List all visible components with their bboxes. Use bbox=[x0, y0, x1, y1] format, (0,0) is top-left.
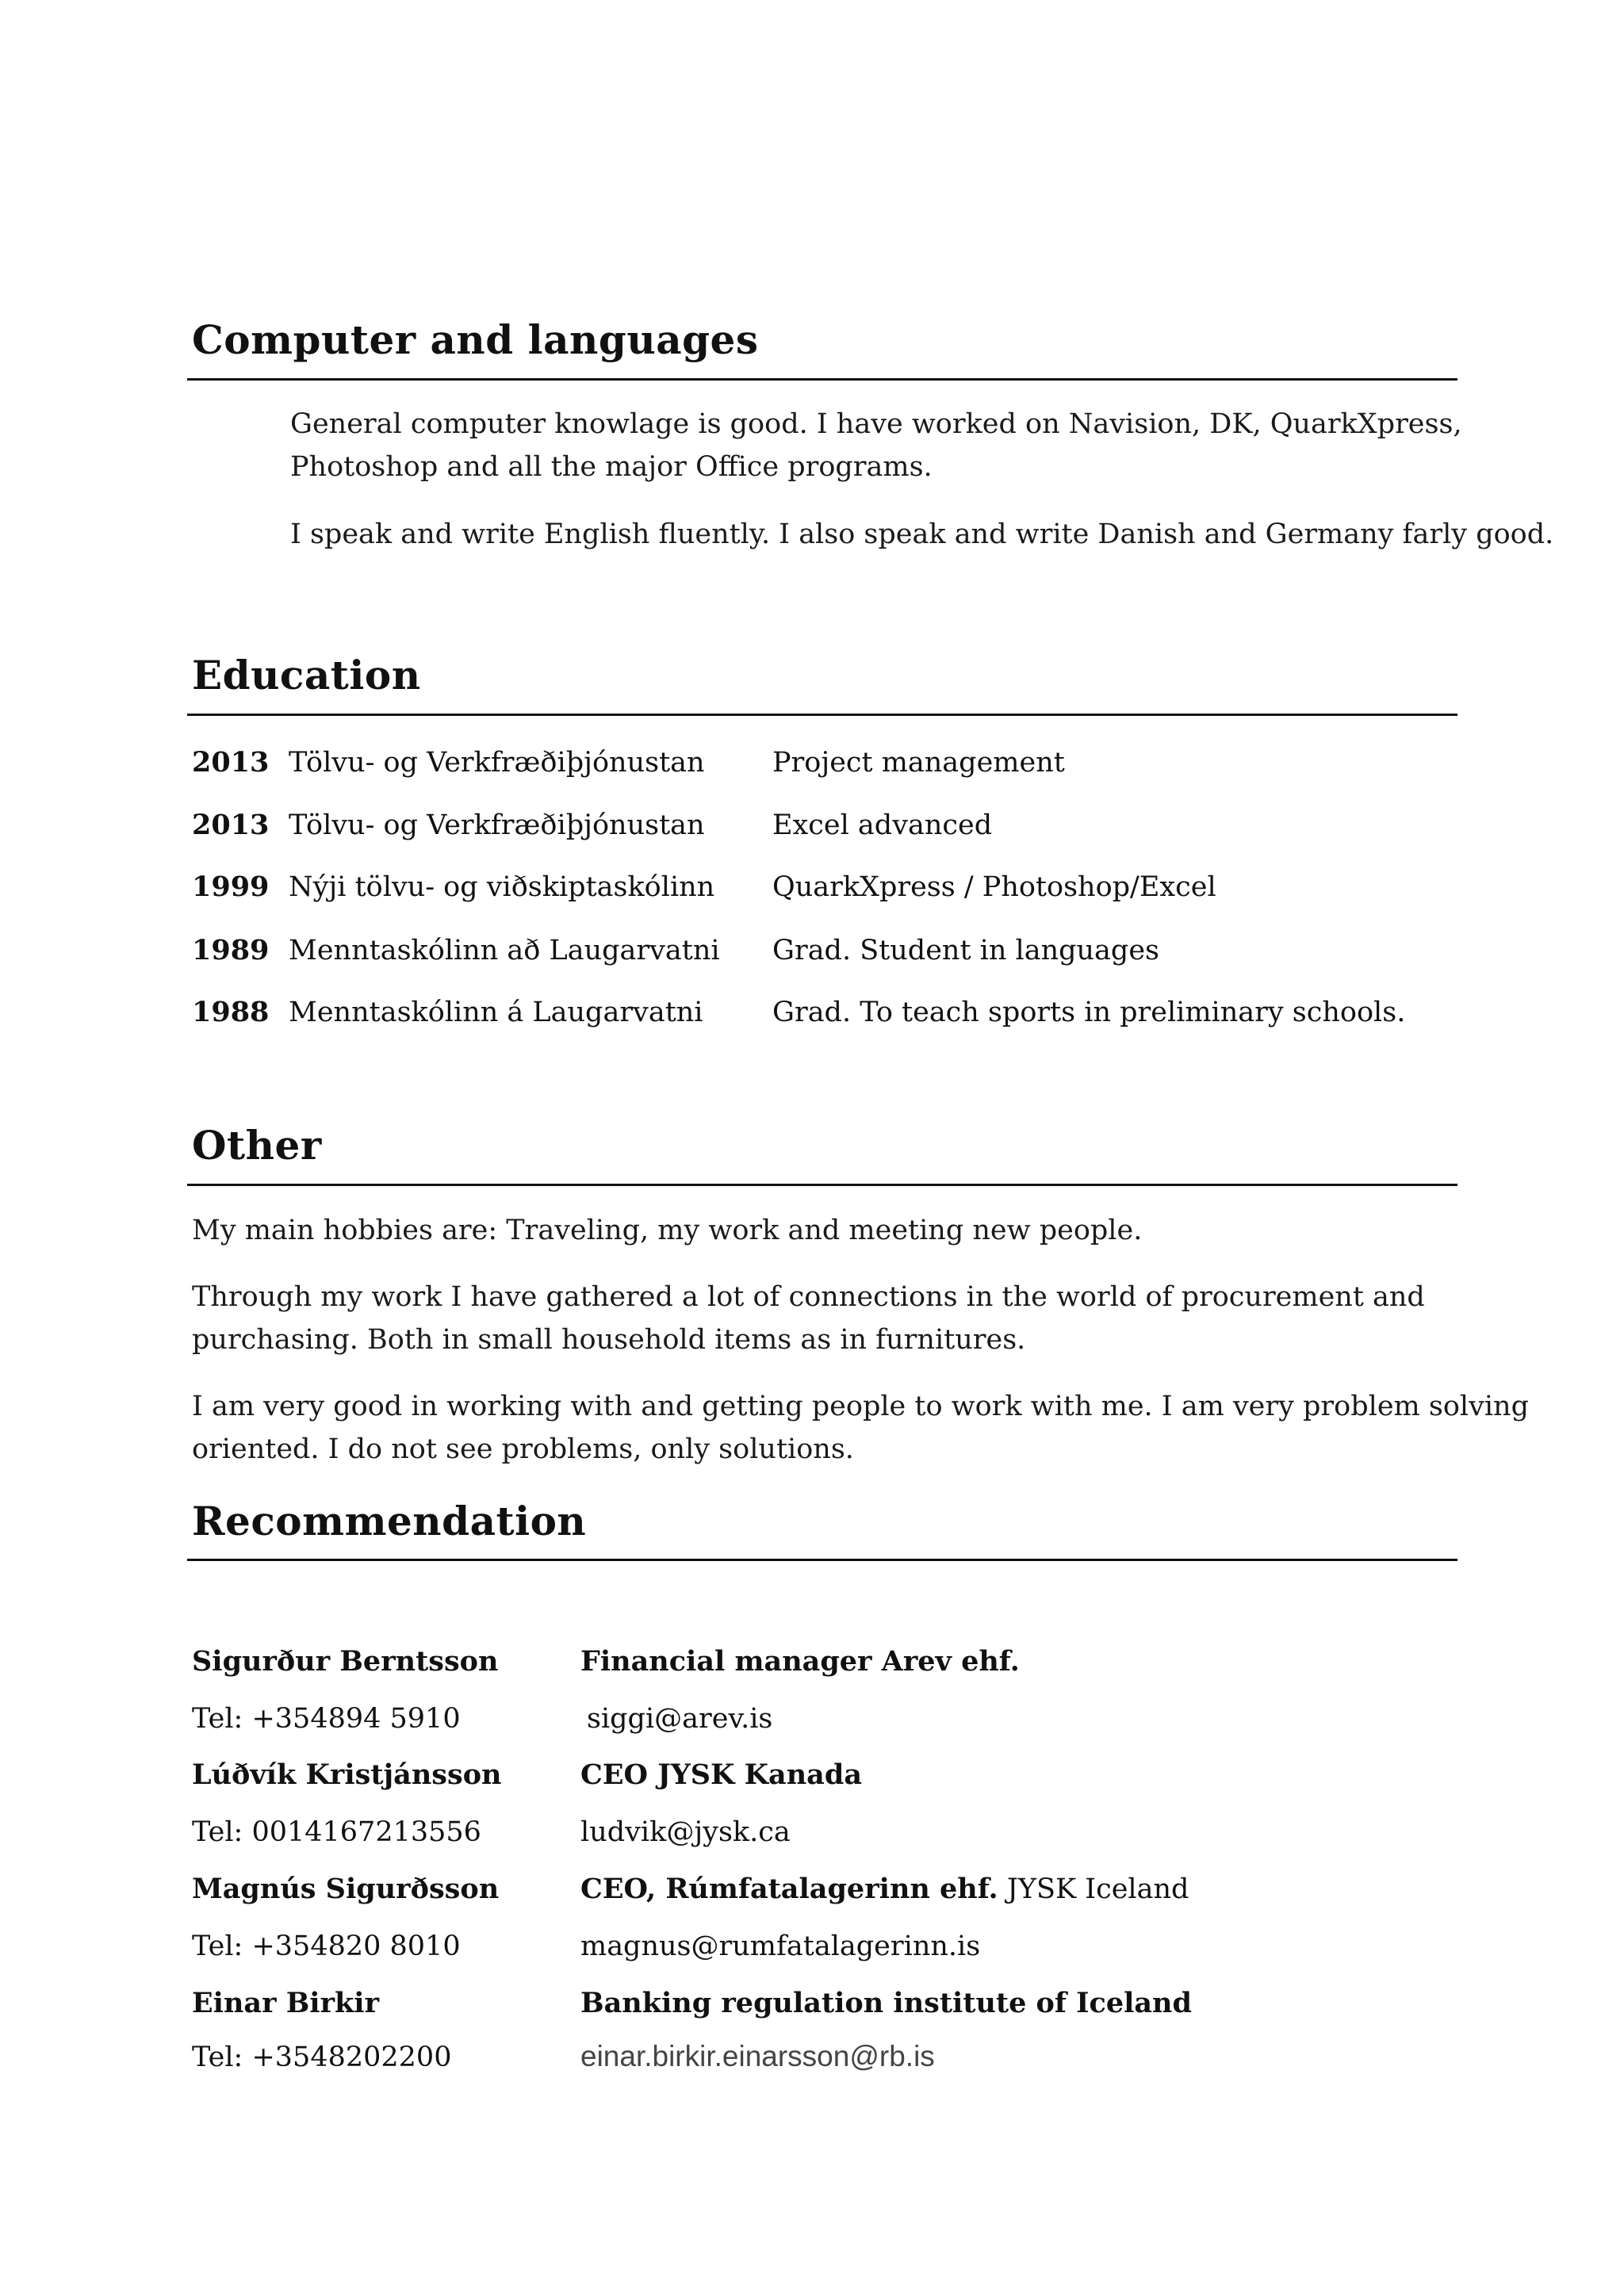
reference-email: einar.birkir.einarsson@rb.is bbox=[580, 2040, 935, 2072]
education-heading: Education bbox=[192, 652, 421, 698]
education-row bbox=[192, 991, 1453, 1034]
education-row bbox=[192, 929, 1453, 972]
education-subject: QuarkXpress / Photoshop/Excel bbox=[772, 871, 1216, 903]
reference-position: CEO JYSK Kanada bbox=[580, 1758, 863, 1791]
section-divider bbox=[187, 378, 1457, 381]
education-year: 2013 bbox=[192, 746, 270, 779]
reference-position: Banking regulation institute of Iceland bbox=[580, 1987, 1192, 2019]
languages-paragraph: I speak and write English fluently. I also speak and write Danish and Germany farly good. bbox=[290, 519, 1554, 550]
reference-position-line bbox=[580, 1868, 1189, 1911]
reference-position: Financial manager Arev ehf. bbox=[580, 1645, 1020, 1678]
education-row bbox=[192, 866, 1453, 909]
education-school: Tölvu- og Verkfræðiþjónustan bbox=[289, 809, 705, 841]
recommendation-heading: Recommendation bbox=[192, 1498, 587, 1544]
reference-email: ludvik@jysk.ca bbox=[580, 1816, 791, 1848]
other-heading: Other bbox=[192, 1122, 322, 1169]
computer-knowledge-line-2: Photoshop and all the major Office programs. bbox=[290, 451, 933, 483]
section-divider bbox=[187, 1559, 1457, 1561]
reference-name: Magnús Sigurðsson bbox=[192, 1873, 500, 1905]
education-year: 1989 bbox=[192, 934, 270, 966]
reference-position: CEO, Rúmfatalagerinn ehf. bbox=[580, 1873, 998, 1905]
education-subject: Project management bbox=[772, 747, 1065, 779]
education-subject: Grad. To teach sports in preliminary schools. bbox=[772, 997, 1406, 1028]
section-divider bbox=[187, 714, 1457, 716]
hobbies-paragraph: My main hobbies are: Traveling, my work and meeting new people. bbox=[192, 1215, 1143, 1246]
connections-line-2: purchasing. Both in small household items as in furnitures. bbox=[192, 1324, 1026, 1356]
education-subject: Grad. Student in languages bbox=[772, 935, 1160, 966]
education-school: Menntaskólinn að Laugarvatni bbox=[289, 935, 720, 966]
education-row bbox=[192, 804, 1453, 847]
reference-phone: Tel: +354894 5910 bbox=[192, 1703, 461, 1735]
reference-position-extra: JYSK Iceland bbox=[1006, 1873, 1189, 1905]
education-school: Nýji tölvu- og viðskiptaskólinn bbox=[289, 871, 715, 903]
reference-phone: Tel: +354820 8010 bbox=[192, 1931, 461, 1962]
reference-phone: Tel: 0014167213556 bbox=[192, 1816, 481, 1848]
education-year: 1988 bbox=[192, 996, 270, 1028]
education-school: Tölvu- og Verkfræðiþjónustan bbox=[289, 747, 705, 779]
computer-languages-heading: Computer and languages bbox=[192, 316, 759, 363]
reference-name: Sigurður Berntsson bbox=[192, 1645, 499, 1678]
reference-email: magnus@rumfatalagerinn.is bbox=[580, 1931, 981, 1962]
education-year: 1999 bbox=[192, 871, 270, 903]
section-divider bbox=[187, 1184, 1457, 1186]
education-subject: Excel advanced bbox=[772, 809, 993, 841]
computer-knowledge-line-1: General computer knowlage is good. I have worked on Navision, DK, QuarkXpress, bbox=[290, 408, 1462, 440]
education-school: Menntaskólinn á Laugarvatni bbox=[289, 997, 703, 1028]
teamwork-line-1: I am very good in working with and getting people to work with me. I am very problem solving bbox=[192, 1391, 1529, 1422]
education-year: 2013 bbox=[192, 809, 270, 841]
education-row bbox=[192, 741, 1453, 784]
reference-name: Einar Birkir bbox=[192, 1987, 380, 2019]
reference-name: Lúðvík Kristjánsson bbox=[192, 1758, 502, 1791]
connections-line-1: Through my work I have gathered a lot of connections in the world of procurement and bbox=[192, 1281, 1425, 1313]
reference-email: siggi@arev.is bbox=[587, 1703, 773, 1735]
reference-phone: Tel: +3548202200 bbox=[192, 2042, 452, 2073]
teamwork-line-2: oriented. I do not see problems, only solutions. bbox=[192, 1433, 854, 1465]
